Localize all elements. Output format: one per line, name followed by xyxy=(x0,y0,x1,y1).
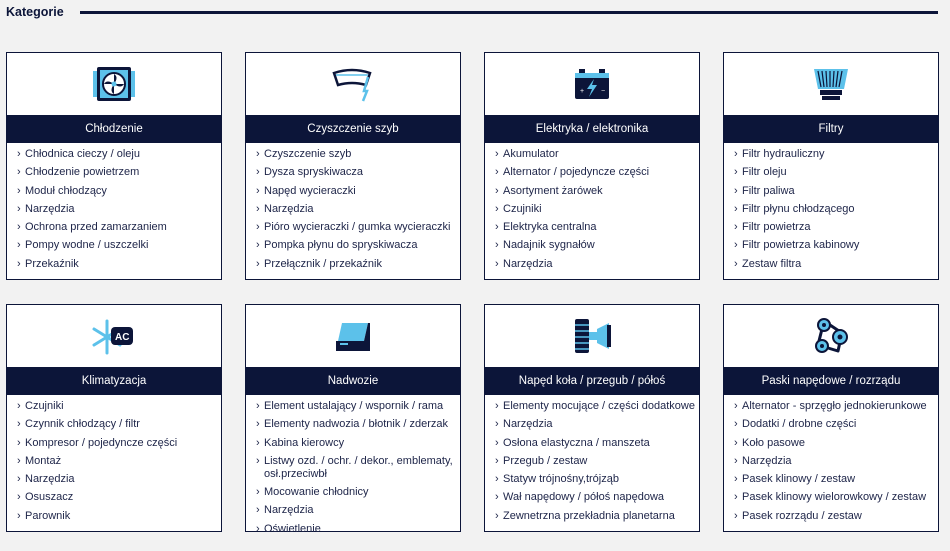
chevron-right-icon: › xyxy=(734,221,738,234)
category-link[interactable]: › Pasek klinowy / zestaw xyxy=(734,473,856,486)
chevron-right-icon: › xyxy=(256,436,260,449)
chevron-right-icon: › xyxy=(256,400,260,412)
category-card-chlodzenie xyxy=(6,52,222,280)
category-link[interactable]: › Osuszacz xyxy=(17,491,74,504)
chevron-right-icon: › xyxy=(734,148,738,160)
air-filter-icon[interactable] xyxy=(808,63,854,105)
category-card-nadwozie xyxy=(245,304,461,535)
category-link[interactable]: › Filtr oleju xyxy=(734,166,787,179)
category-link[interactable]: › Narzędzia xyxy=(495,418,553,431)
chevron-right-icon: › xyxy=(256,522,260,535)
chevron-right-icon: › xyxy=(256,166,260,179)
drive-shaft-icon[interactable] xyxy=(569,315,615,357)
chevron-right-icon: › xyxy=(17,166,21,179)
page-title: Kategorie xyxy=(6,5,64,19)
category-link[interactable]: › Elektryka centralna xyxy=(495,221,597,234)
svg-text:+: + xyxy=(580,88,585,95)
category-link[interactable]: › Alternator - sprzęgło jednokierunkowe xyxy=(734,400,927,412)
category-card-czyszczenie-szyb xyxy=(245,52,461,280)
category-link[interactable]: › Dodatki / drobne części xyxy=(734,418,857,431)
category-card-naped-kola xyxy=(484,304,700,532)
category-link[interactable]: › Filtr paliwa xyxy=(734,184,795,197)
category-card-paski xyxy=(723,304,939,532)
chevron-right-icon: › xyxy=(495,257,499,270)
chevron-right-icon: › xyxy=(256,257,260,270)
category-link[interactable]: › Montaż xyxy=(17,454,62,467)
air-conditioning-icon[interactable] xyxy=(91,315,137,357)
battery-icon[interactable] xyxy=(569,63,615,105)
category-title[interactable]: Chłodzenie xyxy=(7,115,221,143)
wiper-icon[interactable] xyxy=(330,63,376,105)
category-link[interactable]: › Pasek klinowy wielorowkowy / zestaw xyxy=(734,491,927,504)
category-link[interactable]: › Chłodnica cieczy / oleju xyxy=(17,148,140,160)
chevron-right-icon: › xyxy=(17,436,21,449)
chevron-right-icon: › xyxy=(17,418,21,431)
category-link[interactable]: › Czynnik chłodzący / filtr xyxy=(17,418,140,431)
category-title[interactable]: Paski napędowe / rozrządu xyxy=(724,367,938,395)
category-link[interactable]: › Filtr powietrza kabinowy xyxy=(734,239,860,252)
chevron-right-icon: › xyxy=(495,509,499,522)
category-link[interactable]: › Narzędzia xyxy=(17,202,75,215)
chevron-right-icon: › xyxy=(17,239,21,252)
chevron-right-icon: › xyxy=(495,202,499,215)
category-link[interactable]: › Elementy mocujące / części dodatkowe xyxy=(495,400,695,412)
chevron-right-icon: › xyxy=(734,454,738,467)
svg-text:−: − xyxy=(601,88,606,95)
chevron-right-icon: › xyxy=(734,400,738,412)
chevron-right-icon: › xyxy=(734,257,738,270)
category-title[interactable]: Elektryka / elektronika xyxy=(485,115,699,143)
category-link[interactable]: › Czujniki xyxy=(495,202,542,215)
chevron-right-icon: › xyxy=(495,221,499,234)
chevron-right-icon: › xyxy=(495,491,499,504)
chevron-right-icon: › xyxy=(17,202,21,215)
category-link-list xyxy=(246,395,460,536)
chevron-right-icon: › xyxy=(734,473,738,486)
category-link[interactable]: › Elementy nadwozia / błotnik / zderzak xyxy=(256,418,449,431)
category-title[interactable]: Czyszczenie szyb xyxy=(246,115,460,143)
category-link[interactable]: › Mocowanie chłodnicy xyxy=(256,486,369,499)
category-link-list xyxy=(485,395,699,523)
chevron-right-icon: › xyxy=(256,184,260,197)
category-link[interactable]: › Asortyment żarówek xyxy=(495,184,603,197)
chevron-right-icon: › xyxy=(17,473,21,486)
category-link[interactable]: › Pasek rozrządu / zestaw xyxy=(734,509,862,522)
category-link[interactable]: › Pompka płynu do spryskiwacza xyxy=(256,239,418,252)
category-link[interactable]: › Napęd wycieraczki xyxy=(256,184,356,197)
category-link-list xyxy=(7,395,221,523)
chevron-right-icon: › xyxy=(734,202,738,215)
category-link[interactable]: › Zestaw filtra xyxy=(734,257,802,270)
chevron-right-icon: › xyxy=(17,400,21,412)
category-link-list xyxy=(724,395,938,523)
category-link[interactable]: › Nadajnik sygnałów xyxy=(495,239,595,252)
category-link[interactable]: › Narzędzia xyxy=(256,504,314,517)
category-link-list xyxy=(724,143,938,271)
category-title[interactable]: Filtry xyxy=(724,115,938,143)
chevron-right-icon: › xyxy=(495,436,499,449)
category-link[interactable]: › Narzędzia xyxy=(734,454,792,467)
category-link[interactable]: › Ochrona przed zamarzaniem xyxy=(17,221,167,234)
category-link[interactable]: › Przegub / zestaw xyxy=(495,454,588,467)
chevron-right-icon: › xyxy=(734,491,738,504)
chevron-right-icon: › xyxy=(17,148,21,160)
category-link-list xyxy=(485,143,699,271)
category-link[interactable]: › Czyszczenie szyb xyxy=(256,148,352,160)
chevron-right-icon: › xyxy=(495,184,499,197)
category-card-filtry xyxy=(723,52,939,280)
chevron-right-icon: › xyxy=(734,418,738,431)
category-link[interactable]: › Kabina kierowcy xyxy=(256,436,345,449)
chevron-right-icon: › xyxy=(734,166,738,179)
category-link[interactable]: › Przekaźnik xyxy=(17,257,79,270)
chevron-right-icon: › xyxy=(734,184,738,197)
header-divider xyxy=(80,11,938,14)
category-link[interactable]: › Akumulator xyxy=(495,148,559,160)
category-link-list xyxy=(246,143,460,271)
chevron-right-icon: › xyxy=(17,491,21,504)
chevron-right-icon: › xyxy=(17,454,21,467)
chevron-right-icon: › xyxy=(256,454,260,467)
car-body-icon[interactable] xyxy=(330,315,376,357)
chevron-right-icon: › xyxy=(17,509,21,522)
chevron-right-icon: › xyxy=(256,202,260,215)
category-title[interactable]: Nadwozie xyxy=(246,367,460,395)
category-link[interactable]: › Listwy ozd. / ochr. / dekor., emblematy, osł.przeciwbł xyxy=(256,454,453,480)
chevron-right-icon: › xyxy=(495,166,499,179)
category-title[interactable]: Klimatyzacja xyxy=(7,367,221,395)
category-link[interactable]: › Oświetlenie xyxy=(256,522,321,535)
category-link[interactable]: › Przełącznik / przekaźnik xyxy=(256,257,382,270)
category-link[interactable]: › Koło pasowe xyxy=(734,436,805,449)
category-card-klimatyzacja xyxy=(6,304,222,532)
category-link-list xyxy=(7,143,221,271)
category-link[interactable]: › Narzędzia xyxy=(256,202,314,215)
chevron-right-icon: › xyxy=(734,239,738,252)
category-link[interactable]: › Pompy wodne / uszczelki xyxy=(17,239,149,252)
category-link[interactable]: › Statyw trójnośny,trójząb xyxy=(495,473,619,486)
category-link[interactable]: › Dysza spryskiwacza xyxy=(256,166,364,179)
category-link[interactable]: › Moduł chłodzący xyxy=(17,184,107,197)
category-link[interactable]: › Filtr płynu chłodzącego xyxy=(734,202,855,215)
category-link[interactable]: › Pióro wycieraczki / gumka wycieraczki xyxy=(256,221,451,234)
category-link[interactable]: › Alternator / pojedyncze części xyxy=(495,166,650,179)
category-card-elektryka xyxy=(484,52,700,280)
category-link[interactable]: › Parownik xyxy=(17,509,71,522)
chevron-right-icon: › xyxy=(734,509,738,522)
chevron-right-icon: › xyxy=(734,436,738,449)
svg-text:AC: AC xyxy=(115,332,130,343)
page-header xyxy=(0,0,950,30)
chevron-right-icon: › xyxy=(256,148,260,160)
chevron-right-icon: › xyxy=(495,418,499,431)
chevron-right-icon: › xyxy=(256,418,260,431)
chevron-right-icon: › xyxy=(495,239,499,252)
category-title[interactable]: Napęd koła / przegub / półoś xyxy=(485,367,699,395)
chevron-right-icon: › xyxy=(495,400,499,412)
category-link[interactable]: › Narzędzia xyxy=(495,257,553,270)
category-link[interactable]: › Czujniki xyxy=(17,400,64,412)
chevron-right-icon: › xyxy=(256,239,260,252)
category-link[interactable]: › Element ustalający / wspornik / rama xyxy=(256,400,444,412)
category-link[interactable]: › Chłodzenie powietrzem xyxy=(17,166,140,179)
category-link[interactable]: › Narzędzia xyxy=(17,473,75,486)
chevron-right-icon: › xyxy=(17,184,21,197)
chevron-right-icon: › xyxy=(256,504,260,517)
chevron-right-icon: › xyxy=(17,257,21,270)
chevron-right-icon: › xyxy=(256,221,260,234)
chevron-right-icon: › xyxy=(256,486,260,499)
category-link[interactable]: › Zewnetrzna przekładnia planetarna xyxy=(495,509,675,522)
category-link[interactable]: › Osłona elastyczna / manszeta xyxy=(495,436,650,449)
category-link[interactable]: › Wał napędowy / półoś napędowa xyxy=(495,491,665,504)
chevron-right-icon: › xyxy=(495,148,499,160)
category-link[interactable]: › Kompresor / pojedyncze części xyxy=(17,436,178,449)
radiator-fan-icon[interactable] xyxy=(91,63,137,105)
chevron-right-icon: › xyxy=(17,221,21,234)
category-link[interactable]: › Filtr hydrauliczny xyxy=(734,148,825,160)
chevron-right-icon: › xyxy=(495,473,499,486)
belt-drive-icon[interactable] xyxy=(808,315,854,357)
category-link[interactable]: › Filtr powietrza xyxy=(734,221,811,234)
chevron-right-icon: › xyxy=(495,454,499,467)
